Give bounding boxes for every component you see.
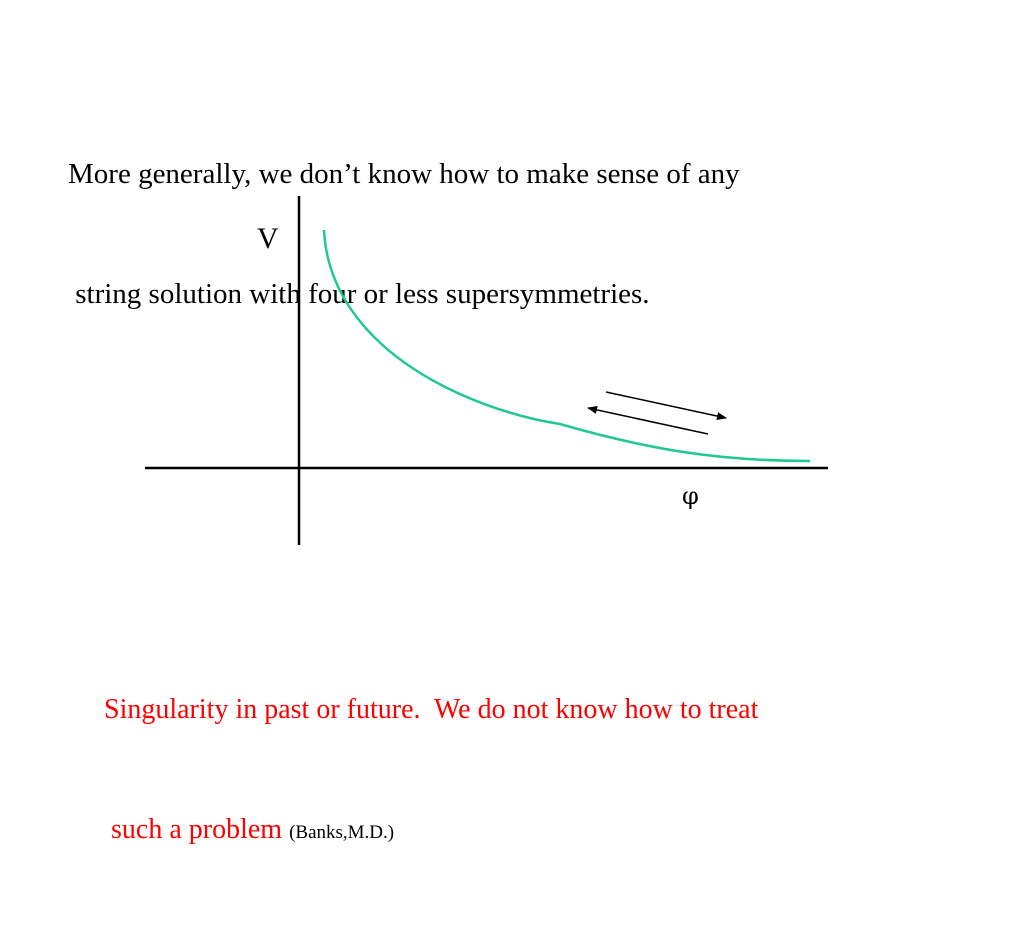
- caption-line-2: [104, 810, 758, 853]
- caption-text: [104, 610, 758, 933]
- potential-curve: [324, 230, 810, 461]
- y-axis-label: V: [257, 222, 279, 255]
- caption-line-1: Singularity in past or future. We do not know how to treat: [104, 694, 759, 725]
- caption-line-2-main: such a problem: [104, 814, 290, 845]
- intro-line-1: More generally, we don’t know how to make sense of any: [68, 158, 740, 190]
- arrow-right: [606, 392, 726, 418]
- intro-line-2: string solution with four or less supersymmetries.: [68, 278, 650, 310]
- arrow-left: [588, 408, 708, 434]
- x-axis-label: φ: [682, 482, 699, 510]
- caption-reference: (Banks,M.D.): [289, 822, 395, 843]
